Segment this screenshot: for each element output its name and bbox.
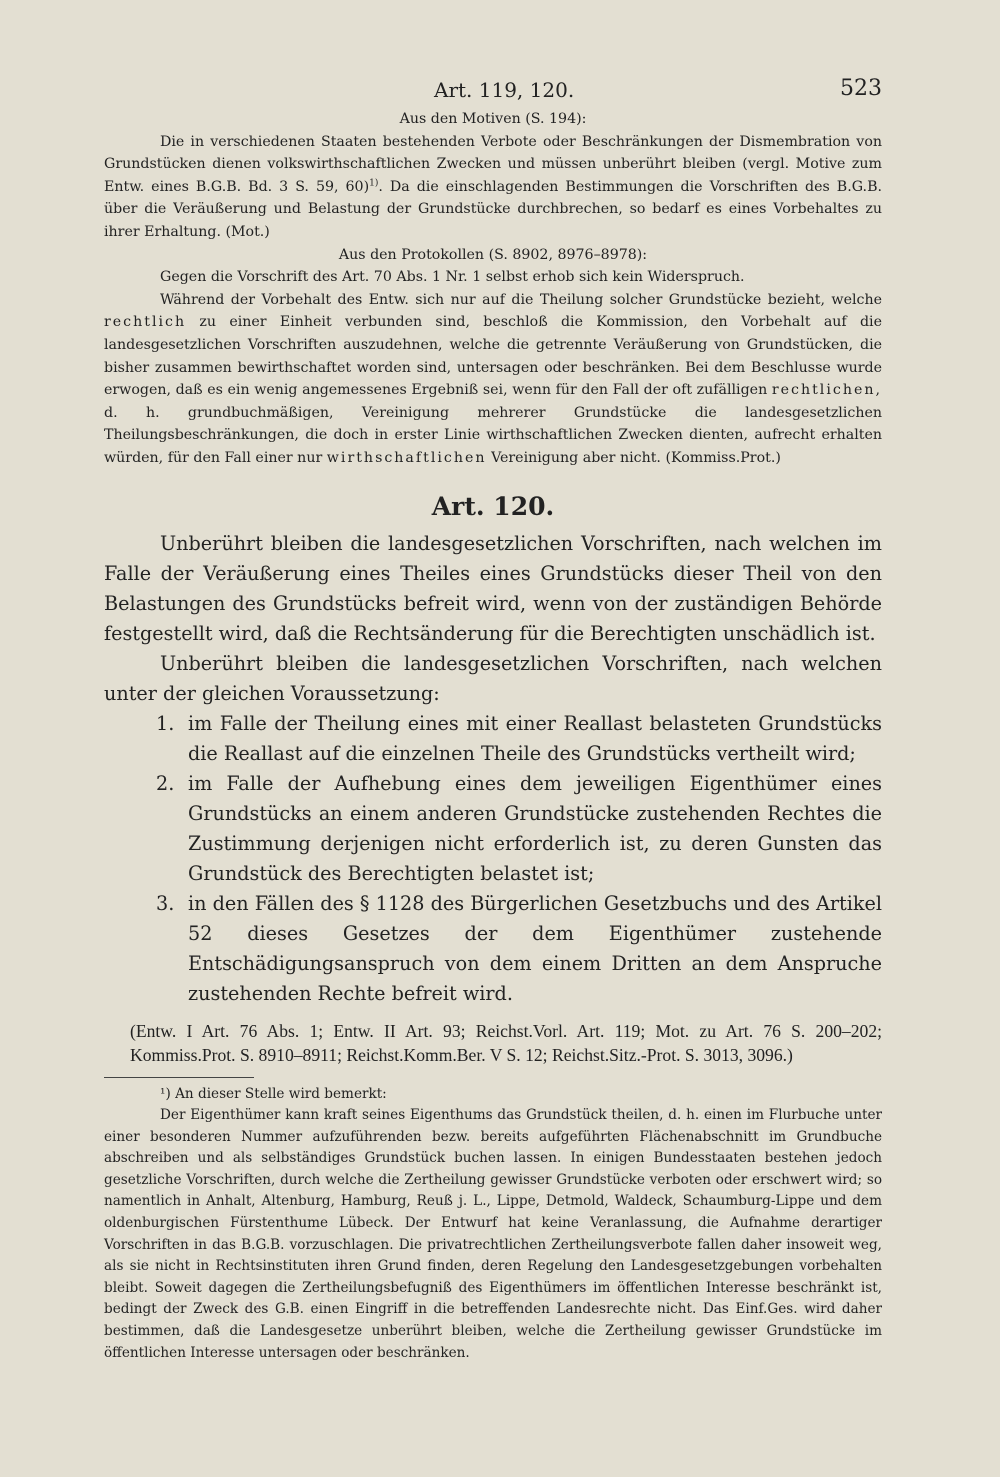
legislative-references: (Entw. I Art. 76 Abs. 1; Entw. II Art. 93; Reichst.Vorl. Art. 119; Mot. zu Art. 76 S. 200–202; Kommiss.Prot. S. 8910–8911; Reichst.Komm.Ber. V S. 12; Reichst.Sitz.-Prot. S. 3013, 3096.) (130, 1020, 882, 1065)
list-item-text: in den Fällen des § 1128 des Bürgerlichen Gesetzbuchs und des Artikel 52 dieses Gesetzes der dem Eigenthümer zustehende Entschädigungsanspruch von dem einem Dritten an dem Anspruche zustehenden Rechte befreit wird. (188, 891, 882, 1005)
article-120-paragraph-1: Unberührt bleiben die landesgesetzlichen Vorschriften, nach welchen im Falle der Veräußerung eines Theiles eines Grundstücks dieser Theil von den Belastungen des Grundstücks befreit wird, wenn von der zuständigen Behörde festgestellt wird, daß die Rechtsänderung für die Berechtigten unschädlich ist. (104, 531, 882, 645)
article-120-paragraph-2: Unberührt bleiben die landesgesetzlichen Vorschriften, nach welchen unter der gleichen Voraussetzung: (104, 651, 882, 705)
list-item-text: im Falle der Aufhebung eines dem jeweiligen Eigenthümer eines Grundstücks an einem anderen Grundstücke zustehenden Rechtes die Zustimmung derjenigen nicht erforderlich ist, zu deren Gunsten das Grundstück des Berechtigten belastet ist; (188, 771, 882, 885)
protokolle-paragraph-2 (104, 289, 882, 470)
protokolle-text: d. h. grundbuchmäßigen, Vereinigung mehrerer Grundstücke die landesgesetzlichen Theilungsbeschränkungen, die doch in erster Linie wirthschaftlichen Zwecken dienten, aufrecht erhalten würden, für den Fall einer nur (104, 404, 882, 466)
emphasis-text: wirthschaftlichen (326, 449, 487, 466)
protokolle-text: Während der Vorbehalt des Entw. sich nur auf die Theilung solcher Grundstücke bezieht, welche (160, 291, 882, 308)
footnote-mark: ¹) (160, 1085, 171, 1102)
list-item-number: 2. (156, 771, 175, 795)
emphasis-text: rechtlich (104, 314, 187, 331)
article-120-body (104, 529, 882, 1009)
running-title: Art. 119, 120. (434, 78, 575, 102)
list-item-number: 3. (156, 891, 175, 915)
footnote-text: Der Eigenthümer kann kraft seines Eigenthums das Grundstück theilen, d. h. einen im Flurbuche unter einer besonderen Nummer aufzuführenden bezw. bereits aufgeführten Flächenabschnitt im Grundbuche abschreiben und als selbständiges Grundstück buchen lassen. In einigen Bundesstaaten bestehen jedoch gesetzliche Vorschriften, durch welche die Zertheilung gewisser Grundstücke verboten oder erschwert wird; so namentlich in Anhalt, Altenburg, Hamburg, Reuß j. L., Lippe, Detmold, Waldeck, Schaumburg-Lippe und dem oldenburgischen Fürstenthume Lübeck. Der Entwurf hat keine Veranlassung, die Aufnahme derartiger Vorschriften in das B.G.B. vorzuschlagen. Die privatrechtlichen Zertheilungsverbote fallen daher insoweit weg, als sie nicht in Rechtsinstituten ihren Grund finden, deren Regelung den Landesgesetzgebungen vorbehalten bleibt. Soweit dagegen die Zertheilungsbefugniß des Eigenthümers im öffentlichen Interesse beschränkt ist, bedingt der Zweck des G.B. einen Eingriff in die betreffenden Landesrechte nicht. Das Einf.Ges. wird daher bestimmen, daß die Landesgesetze unberührt bleiben, welche die Zertheilung gewisser Grundstücke im öffentlichen Interesse untersagen oder beschränken. (104, 1107, 882, 1361)
footnote (104, 1084, 882, 1365)
motive-heading: Aus den Motiven (S. 194): (399, 111, 587, 127)
footnote-intro (104, 1084, 882, 1106)
protokolle-heading: Aus den Protokollen (S. 8902, 8976–8978): (338, 246, 648, 263)
list-item (104, 709, 882, 769)
article-120-heading: Art. 120. (431, 491, 555, 521)
list-item (104, 889, 882, 1009)
article-120-list (104, 709, 882, 1009)
motive-text: Die in verschiedenen Staaten bestehenden Verbote oder Beschränkungen der Dismembration von Grundstücken dienen volkswirthschaftlichen Zwecken und müssen unberührt bleiben (vergl. Motive zum Entw. eines B.G.B. Bd. 3 S. 59, 60) (104, 133, 882, 195)
footnote-divider (104, 1077, 254, 1078)
list-item-number: 1. (156, 711, 175, 735)
running-header (104, 72, 882, 108)
emphasis-text: rechtlichen, (771, 382, 883, 399)
footnote-reference: 1) (369, 178, 379, 189)
motive-paragraph (104, 131, 882, 244)
protokolle-text: zu einer Einheit verbunden sind, beschloß die Kommission, den Vorbehalt auf die landesgesetzlichen Vorschriften auszudehnen, welche die getrennte Veräußerung von Grundstücken, die bisher zusammen bewirthschaftet worden sind, untersagen oder beschränken. Bei dem Beschlusse wurde erwogen, daß es ein wenig angemessenes Ergebniß sei, wenn für den Fall der oft zufälligen (104, 314, 882, 399)
protokolle-text: Vereinigung aber nicht. (Kommiss.Prot.) (491, 449, 781, 466)
page-number: 523 (840, 76, 882, 101)
list-item (104, 769, 882, 889)
motive-text-continued: . Da die einschlagenden Bestimmungen die Vorschriften des B.G.B. über die Veräußerung und Belastung der Grundstücke durchbrechen, so bedarf es eines Vorbehaltes zu ihrer Erhaltung. (Mot.) (104, 178, 883, 240)
protokolle-paragraph-1: Gegen die Vorschrift des Art. 70 Abs. 1 Nr. 1 selbst erhob sich kein Widerspruch. (160, 269, 745, 286)
list-item-text: im Falle der Theilung eines mit einer Reallast belasteten Grundstücks die Reallast auf die einzelnen Theile des Grundstücks vertheilt wird; (188, 711, 882, 765)
footnote-intro-text: An dieser Stelle wird bemerkt: (175, 1085, 387, 1102)
article-119-commentary (104, 108, 882, 470)
